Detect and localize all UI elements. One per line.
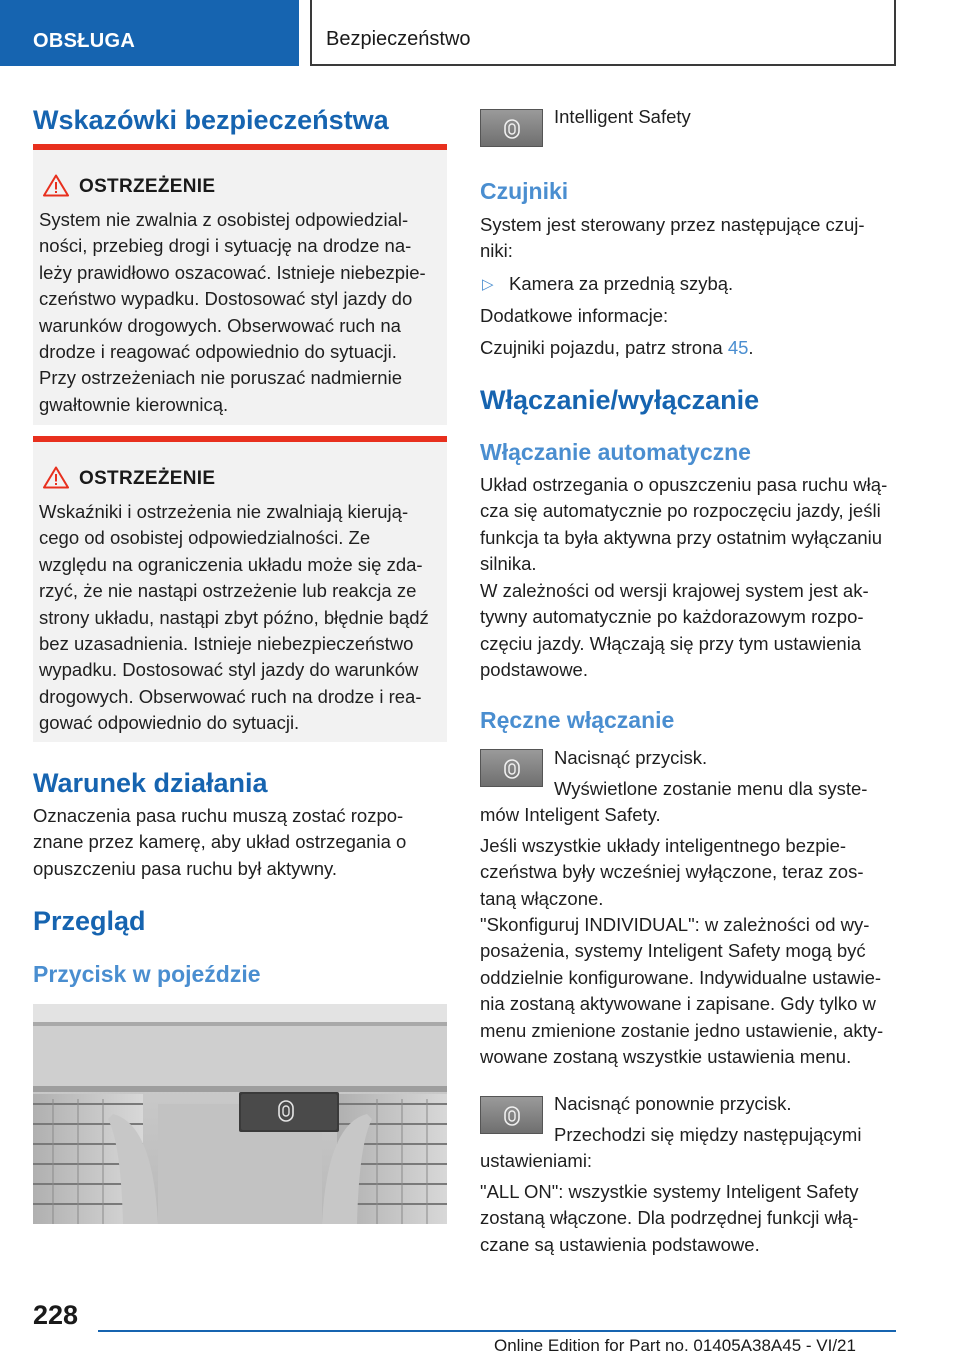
- intelligent-safety-button-image: [480, 1096, 543, 1134]
- condition-title: Warunek działania: [33, 768, 268, 798]
- warning-triangle-icon: [43, 174, 69, 197]
- intelligent-safety-button-image: [480, 109, 543, 147]
- page-link[interactable]: 45: [727, 337, 749, 358]
- sensors-title: Czujniki: [480, 178, 569, 204]
- warning-box-1: [33, 144, 447, 425]
- warning-label: OSTRZEŻENIE: [79, 468, 216, 489]
- chapter-title: Bezpieczeństwo: [326, 28, 471, 50]
- condition-text: Oznaczenia pasa ruchu muszą zostać rozpo- znane przez kamerę, aby układ ostrzegania o opuszczeniu pasa ruchu był aktywny.: [33, 805, 407, 879]
- all-off-text: Jeśli wszystkie układy inteligentnego bezpie- czeństwa były wcześniej wyłączone, teraz zos- taną włączone.: [480, 835, 864, 909]
- all-on-text: "ALL ON": wszystkie systemy Inteligent Safety zostaną włączone. Dla podrzędnej funkcji włą- czane są ustawienia podstawowe.: [480, 1181, 859, 1255]
- individual-text: "Skonfiguruj INDIVIDUAL": w zależności od wy- posażenia, systemy Inteligent Safety mogą być oddzielnie konfigurowane. Indywidualne ustawie- nia zostaną aktywowane i zapisane. Gdy tylko w menu zmienione zostanie jedno ustawienie, akty- wowane zostaną wszystkie ustawienia menu.: [480, 914, 884, 1068]
- console-button-photo: [33, 1004, 447, 1224]
- auto-on-text-2: W zależności od wersji krajowej system jest ak- tywny automatycznie po każdorazowym rozpo- częciu jazdy. Włączają się przy tym ustawienia podstawowe.: [480, 580, 869, 681]
- intelligent-safety-icon: [504, 759, 520, 779]
- footer-divider: [98, 1330, 896, 1332]
- menu-text-line-2: mów Inteligent Safety.: [480, 804, 661, 825]
- triangle-bullet-icon: ▷: [482, 276, 494, 293]
- warning-text: Wskaźniki i ostrzeżenia nie zwalniają kierują- cego od osobistej odpowiedzialności. Ze względu na ograniczenia układu może się zda- rzyć, że nie nastąpi ostrzeżenie lub reakcja ze strony układu, nastąpi zbyt późno, błędnie bądź bez uzasadnienia. Istnieje niebezpieczeństwo wypadku. Dostosować styl jazdy do warunków drogowych. Obserwować ruch na drodze i rea- gować odpowiednio do sytuacji.: [39, 501, 429, 734]
- section-tab-label: OBSŁUGA: [33, 30, 136, 52]
- sensors-reference: Czujniki pojazdu, patrz strona 45.: [480, 337, 754, 358]
- button-in-vehicle-title: Przycisk w pojeździe: [33, 961, 261, 987]
- press-button-text: Nacisnąć przycisk.: [554, 747, 708, 768]
- chapter-header: [310, 0, 896, 66]
- warning-label: OSTRZEŻENIE: [79, 176, 216, 197]
- warning-triangle-icon: [43, 466, 69, 489]
- sensors-bullet-item: Kamera za przednią szybą.: [509, 273, 734, 294]
- intelligent-safety-button-image: [480, 749, 543, 787]
- intelligent-safety-icon: [504, 119, 520, 139]
- warning-box-2: [33, 436, 447, 742]
- sensors-text: System jest sterowany przez następujące czuj- niki:: [480, 214, 865, 262]
- edition-info: Online Edition for Part no. 01405A38A45 - VI/21: [494, 1336, 856, 1355]
- cycle-text-line-1: Przechodzi się między następującymi: [554, 1124, 862, 1145]
- on-off-title: Włączanie/wyłączanie: [480, 385, 760, 415]
- safety-notes-title: Wskazówki bezpieczeństwa: [33, 105, 389, 135]
- page-number: 228: [33, 1300, 79, 1330]
- cycle-text-line-2: ustawieniami:: [480, 1150, 593, 1171]
- menu-text-line-1: Wyświetlone zostanie menu dla syste-: [554, 778, 868, 799]
- intelligent-safety-label: Intelligent Safety: [554, 106, 691, 127]
- overview-title: Przegląd: [33, 906, 146, 936]
- auto-on-text-1: Układ ostrzegania o opuszczeniu pasa ruchu włą- cza się automatycznie po rozpoczęciu jazdy, jeśli funkcja ta była aktywna przy ostatnim wyłączaniu silnika.: [480, 474, 888, 575]
- additional-info-label: Dodatkowe informacje:: [480, 305, 669, 326]
- auto-on-title: Włączanie automatyczne: [480, 439, 751, 465]
- manual-on-title: Ręczne włączanie: [480, 707, 675, 733]
- warning-text: System nie zwalnia z osobistej odpowiedzial- ności, przebieg drogi i sytuację na drodze na- leży prawidłowo oszacować. Istnieje niebezpie- czeństwo wypadku. Dostosować styl jazdy do warunków drogowych. Obserwować ruch na drodze i reagować odpowiednio do sytuacji. Przy ostrzeżeniach nie poruszać nadmiernie gwałtownie kierownicą.: [39, 209, 426, 415]
- section-tab: [0, 0, 299, 66]
- intelligent-safety-icon: [504, 1106, 520, 1126]
- press-again-text: Nacisnąć ponownie przycisk.: [554, 1093, 792, 1114]
